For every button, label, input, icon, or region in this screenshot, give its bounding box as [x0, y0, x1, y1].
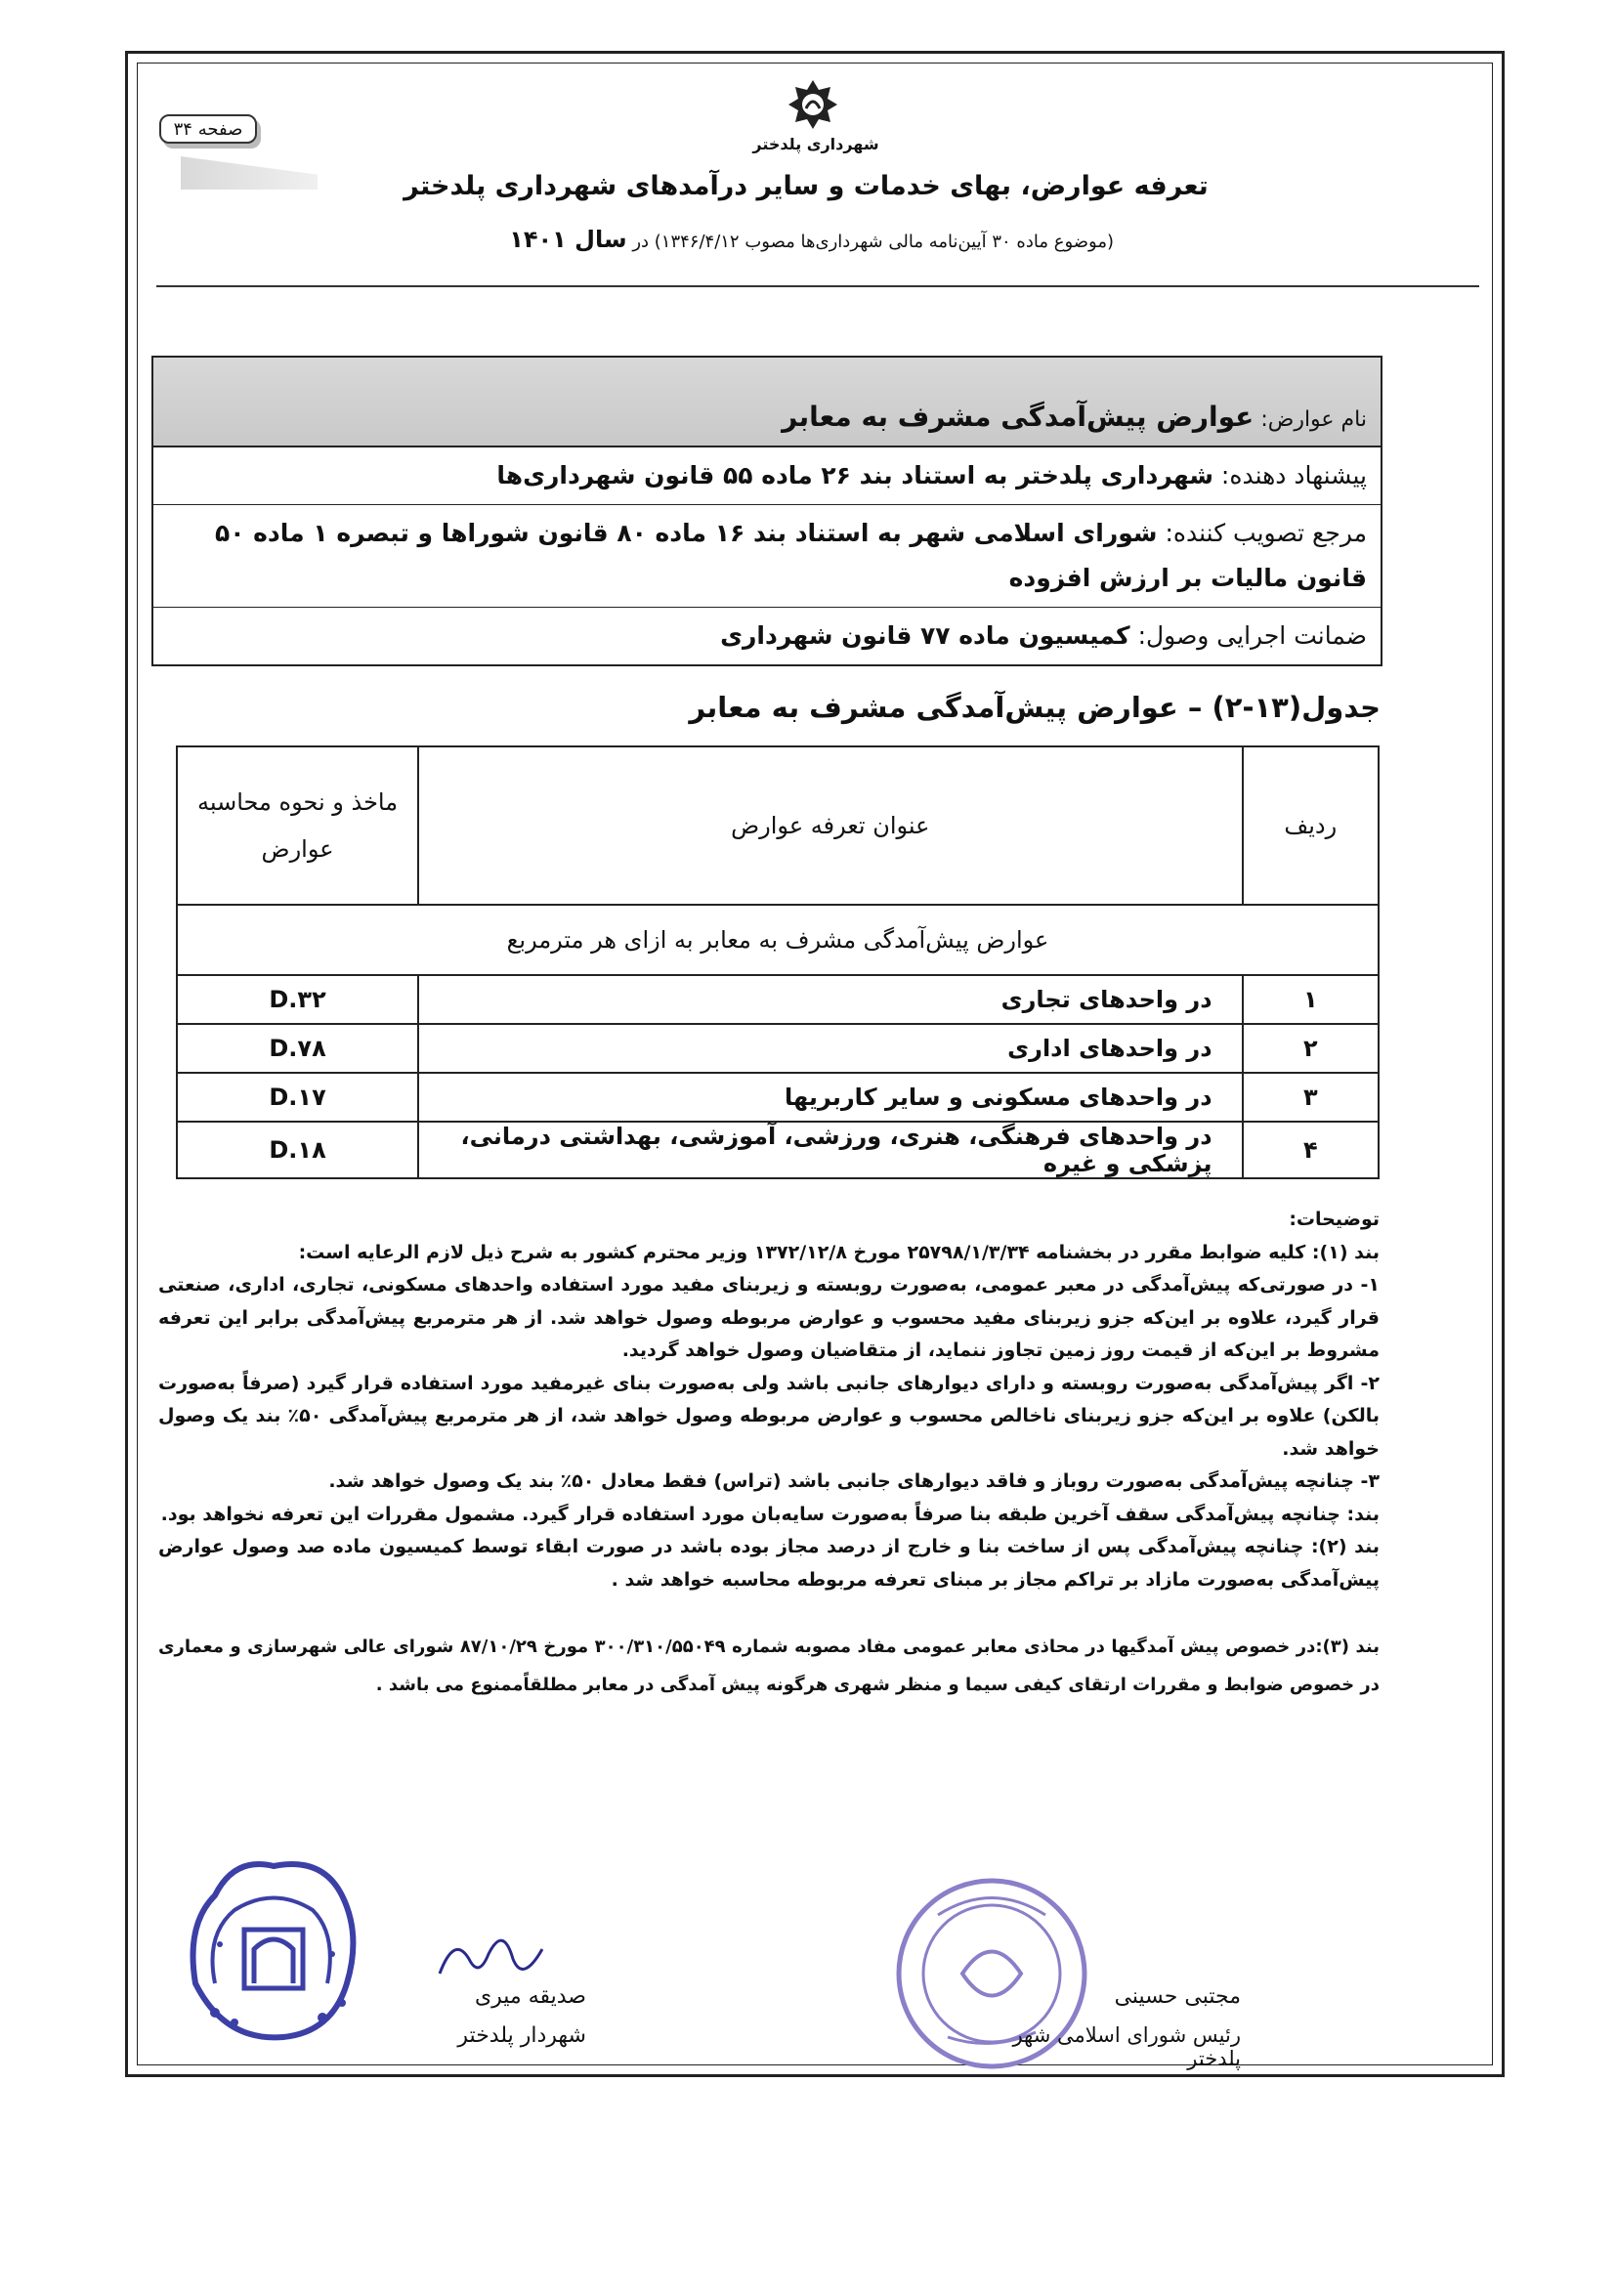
document-title: تعرفه عوارض، بهای خدمات و سایر درآمدهای شهرداری پلدختر	[404, 171, 1209, 201]
table-section-row	[177, 905, 1379, 975]
council-head-name: مجتبی حسینی	[1114, 1984, 1241, 2009]
page-number-badge: صفحه ۳۴	[159, 114, 257, 144]
header-fee-title: عنوان تعرفه عوارض	[418, 746, 1242, 905]
proposer-label: پیشنهاد دهنده:	[1220, 461, 1367, 489]
mayor-signature-icon	[430, 1930, 547, 1988]
note-item-3: ۳- چنانچه پیش‌آمدگی به‌صورت روباز و فاقد دیوارهای جانبی باشد (تراس) فقط معادل ۵۰٪ بند یک وصول خواهد شد.	[328, 1470, 1380, 1492]
row-calculation: ۱۷.D	[177, 1073, 418, 1122]
guarantee-value: کمیسیون ماده ۷۷ قانون شهرداری	[720, 621, 1130, 650]
header-row-number: ردیف	[1243, 746, 1379, 905]
fee-name-label: نام عوارض:	[1260, 407, 1367, 432]
guarantee-row	[153, 608, 1381, 664]
proposer-row	[153, 447, 1381, 505]
table-row	[177, 975, 1379, 1024]
fee-info-box	[151, 356, 1382, 666]
section-title: عوارض پیش‌آمدگی مشرف به معابر به ازای هر مترمربع	[177, 905, 1379, 975]
row-title: در واحدهای مسکونی و سایر کاربریها	[418, 1073, 1242, 1122]
row-calculation: ۱۸.D	[177, 1122, 418, 1178]
mayor-name: صدیقه میری	[474, 1984, 586, 2009]
note-item-2: ۲- اگر پیش‌آمدگی به‌صورت روبسته و دارای دیوارهای جانبی باشد ولی به‌صورت بنای غیرمفید مورد استفاده قرار گیرد (صرفاً به‌صورت بالکن) علاوه بر این‌که جزو زیربنای ناخالص محسوب و عوارض مربوطه وصول خواهد شد، از هر مترمربع پیش‌آمدگی ۵۰٪ بند یک وصول خواهد شد.	[158, 1372, 1380, 1460]
row-title: در واحدهای تجاری	[418, 975, 1242, 1024]
note-clause-1: بند (۱): کلیه ضوابط مقرر در بخشنامه ۲۵۷۹۸/۱/۳/۳۴ مورخ ۱۳۷۲/۱۲/۸ وزیر محترم کشور به شرح ذیل لازم الرعایه است:	[298, 1241, 1380, 1263]
header-calculation: ماخذ و نحوه محاسبه عوارض	[177, 746, 418, 905]
row-number: ۲	[1243, 1024, 1379, 1073]
notes-heading: توضیحات:	[1289, 1209, 1380, 1230]
fee-name-value: عوارض پیش‌آمدگی مشرف به معابر	[782, 401, 1255, 433]
subtitle-year: سال ۱۴۰۱	[509, 226, 627, 253]
table-row	[177, 1073, 1379, 1122]
row-number: ۴	[1243, 1122, 1379, 1178]
subtitle-text: (موضوع ماده ۳۰ آیین‌نامه مالی شهرداری‌ها مصوب ۱۳۴۶/۴/۱۲) در	[632, 232, 1114, 252]
rates-table	[176, 745, 1380, 1179]
table-row	[177, 1122, 1379, 1178]
approval-label: مرجع تصویب کننده:	[1165, 519, 1367, 547]
row-title: در واحدهای اداری	[418, 1024, 1242, 1073]
guarantee-label: ضمانت اجرایی وصول:	[1137, 621, 1367, 650]
document-subtitle	[410, 226, 1114, 253]
row-title: در واحدهای فرهنگی، هنری، ورزشی، آموزشی، بهداشتی درمانی، پزشکی و غیره	[418, 1122, 1242, 1178]
approval-row	[153, 505, 1381, 608]
header-divider	[156, 285, 1479, 287]
municipality-logo-icon	[787, 78, 839, 131]
row-calculation: ۷۸.D	[177, 1024, 418, 1073]
approval-value: شورای اسلامی شهر به استناد بند ۱۶ ماده ۸۰ قانون شوراها و تبصره ۱ ماده ۵۰ قانون مالیات بر ارزش افزوده	[214, 519, 1367, 592]
fee-name-row	[153, 358, 1381, 447]
proposer-value: شهرداری پلدختر به استناد بند ۲۶ ماده ۵۵ قانون شهرداری‌ها	[496, 461, 1213, 489]
row-calculation: ۳۲.D	[177, 975, 418, 1024]
mayor-title: شهردار پلدختر	[457, 2023, 586, 2048]
notes-gap	[158, 1596, 1380, 1628]
table-title: جدول(۱۳-۲) – عوارض پیش‌آمدگی مشرف به معابر	[689, 691, 1381, 724]
note-clause-3: بند (۳):در خصوص پیش آمدگیها در محاذی معابر عمومی مفاد مصوبه شماره ۳۰۰/۳۱۰/۵۵۰۴۹ مورخ ۸۷/۱۰/۲۹ شورای عالی شهرسازی و معماری در خصوص ضوابط و مقررات ارتقای کیفی سیما و منظر شهری هرگونه پیش آمدگی در معابر مطلقاًممنوع می باشد .	[158, 1637, 1380, 1695]
council-head-title: رئیس شورای اسلامی شهر پلدختر	[1012, 2023, 1241, 2070]
row-number: ۱	[1243, 975, 1379, 1024]
notes-section	[158, 1204, 1380, 1704]
note-clause-2: بند (۲): چنانچه پیش‌آمدگی پس از ساخت بنا و خارج از درصد مجاز بوده باشد در صورت ابقاء توسط کمیسیون ماده صد وصول عوارض پیش‌آمدگی به‌صورت مازاد بر تراکم مجاز بر مبنای تعرفه مربوطه محاسبه خواهد شد .	[158, 1536, 1380, 1591]
table-header-row	[177, 746, 1379, 905]
table-row	[177, 1024, 1379, 1073]
note-item-1: ۱- در صورتی‌که پیش‌آمدگی در معبر عمومی، به‌صورت روبسته و زیربنای مفید مورد استفاده واحدهای مسکونی، تجاری، اداری، صنعتی قرار گیرد، علاوه بر این‌که جزو زیربنای مفید محسوب و عوارض مربوطه وصول خواهد شد. از هر مترمربع پیش‌آمدگی برابر این تعرفه مشروط بر این‌که از قیمت روز زمین تجاوز ننماید، از متقاضیان وصول خواهد گردید.	[158, 1274, 1380, 1361]
mayor-seal-icon	[176, 1837, 371, 2052]
fee-name	[782, 401, 1367, 433]
municipality-name: شهرداری پلدختر	[752, 135, 879, 153]
row-number: ۳	[1243, 1073, 1379, 1122]
note-item-4: بند: چنانچه پیش‌آمدگی سقف آخرین طبقه بنا صرفاً به‌صورت سایه‌بان مورد استفاده قرار گیرد. مشمول مقررات این تعرفه نخواهد بود.	[160, 1503, 1380, 1525]
